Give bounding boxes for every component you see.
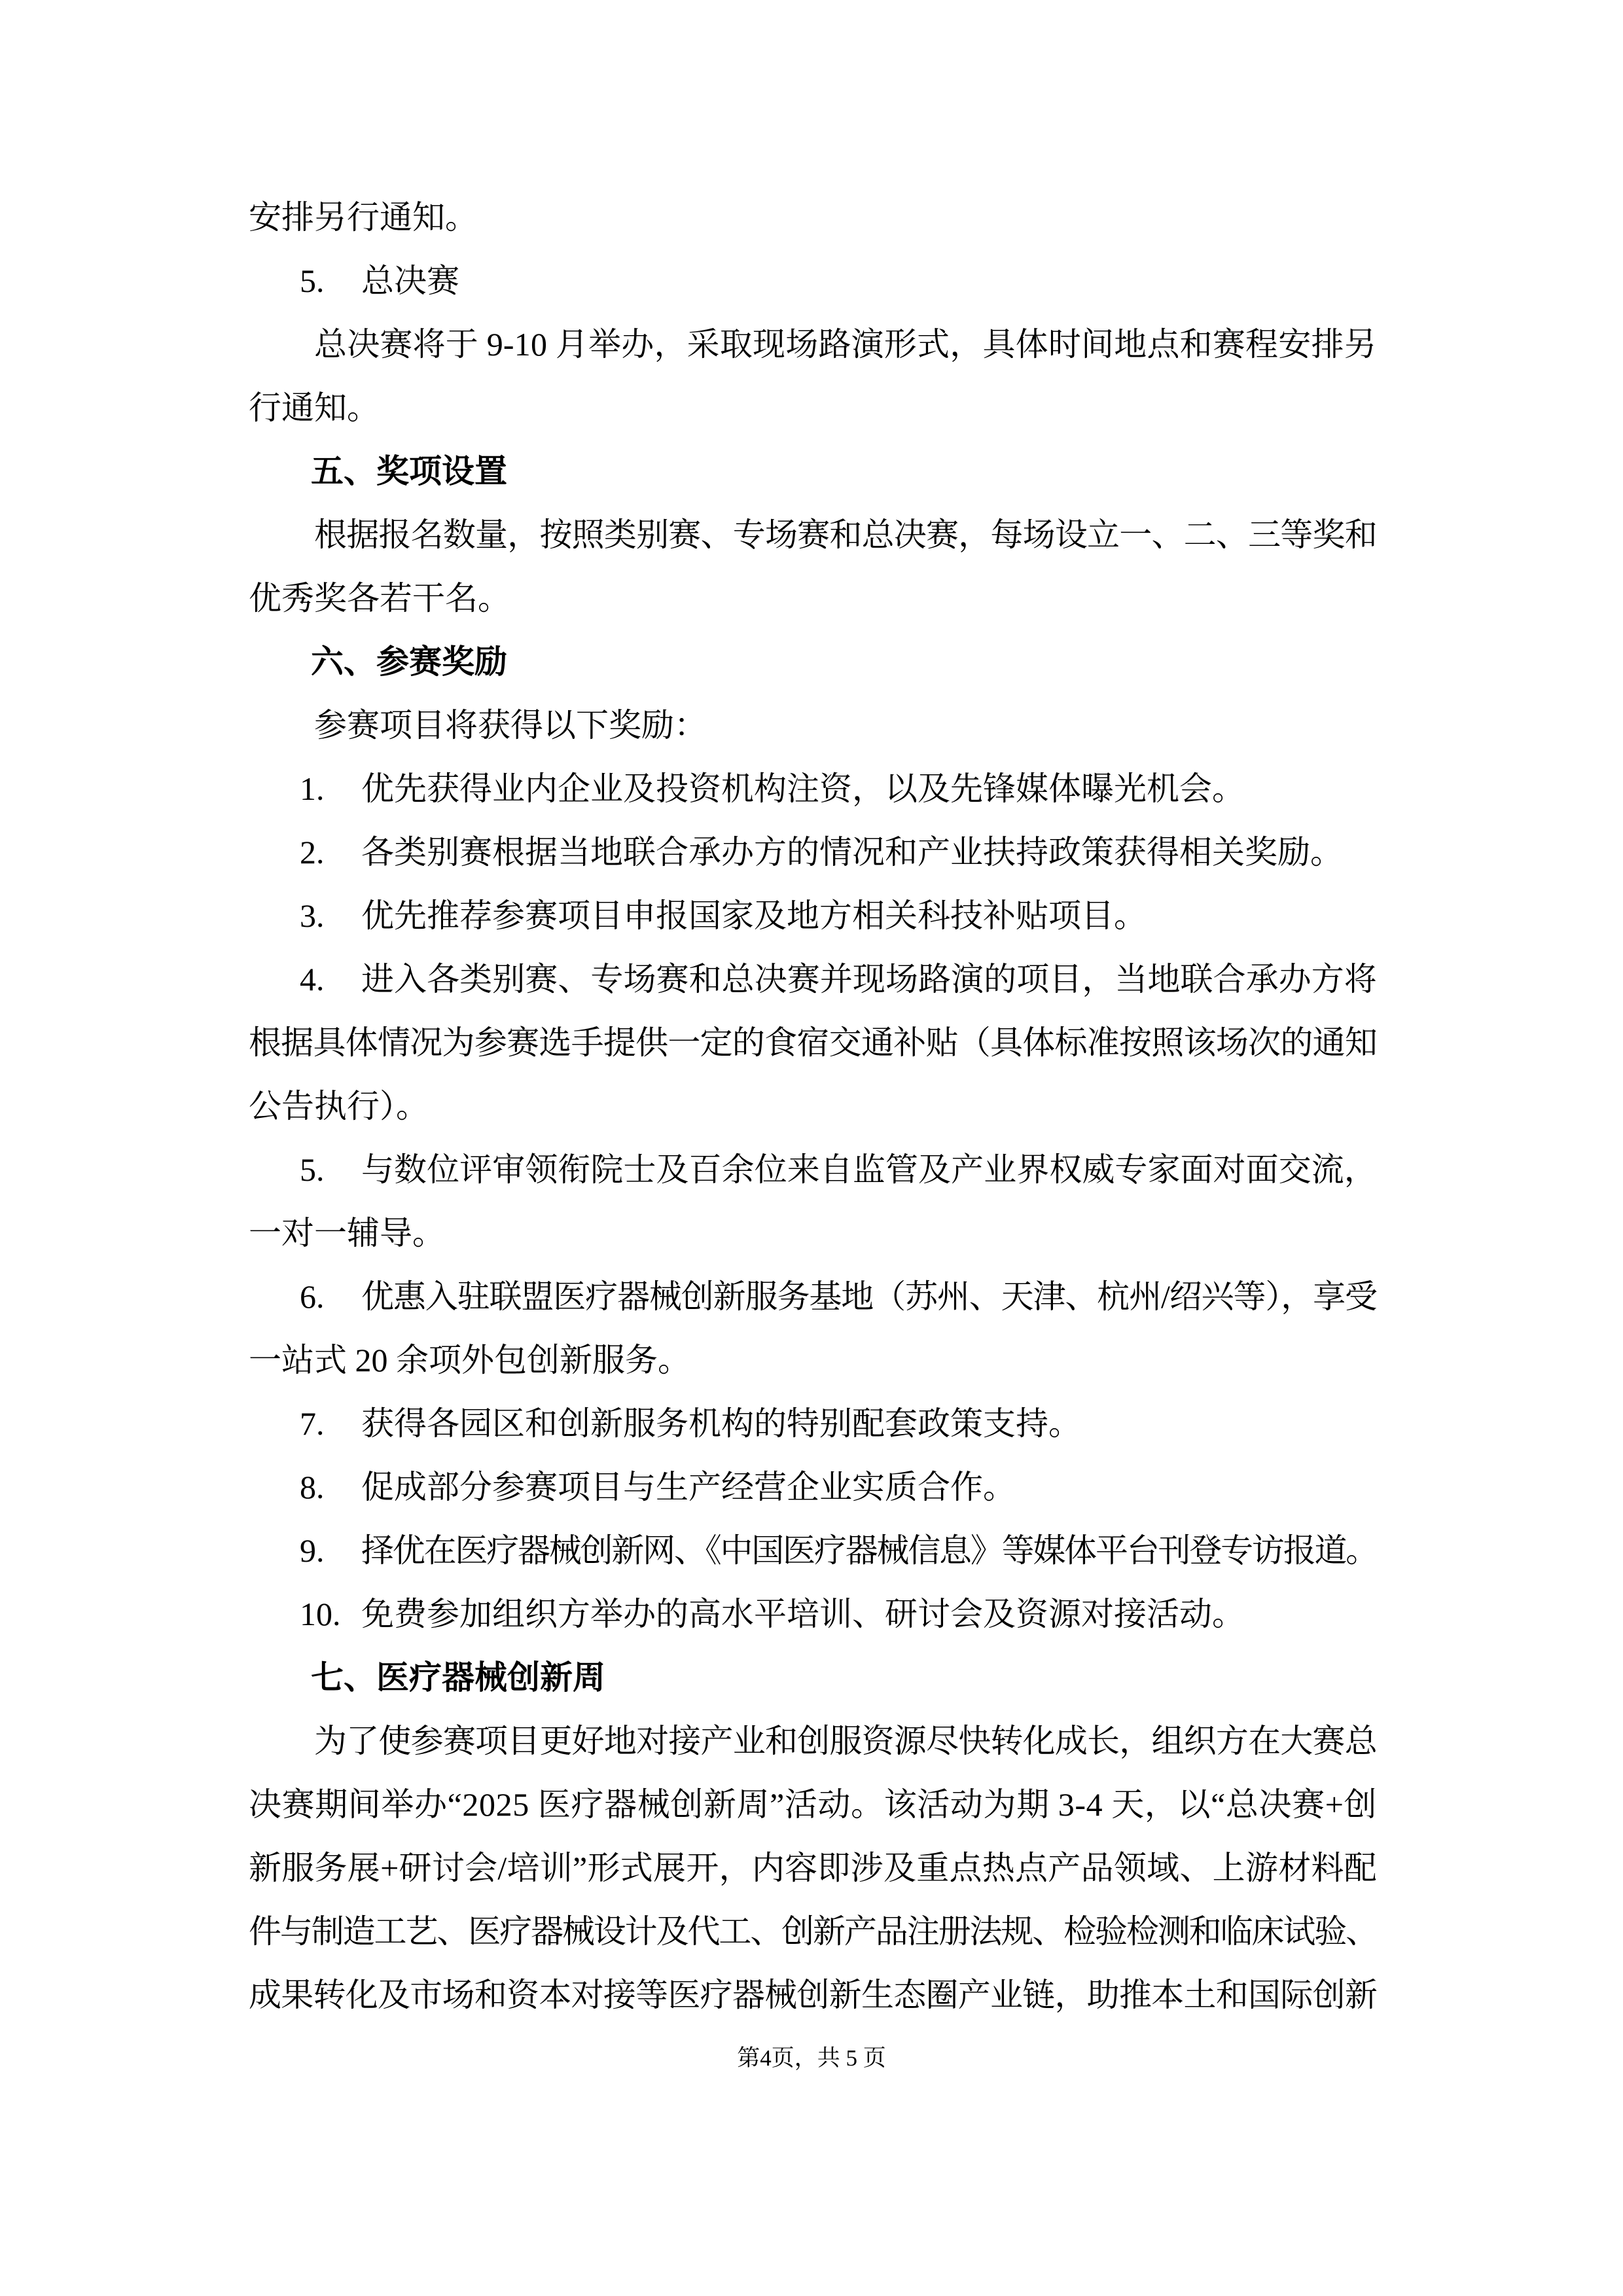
list-item-number: 10. <box>300 1596 341 1632</box>
list-item-number: 7. <box>300 1405 325 1442</box>
text-line <box>249 1202 1377 1265</box>
list-item-number: 1. <box>300 770 325 807</box>
list-item <box>249 821 1377 884</box>
text-line <box>249 1075 1377 1138</box>
document-body <box>249 186 1377 2027</box>
line-text: 获得各园区和创新服务机构的特别配套政策支持。 <box>361 1405 1081 1442</box>
line-text: 一对一辅导。 <box>249 1215 445 1251</box>
line-text: 五、奖项设置 <box>311 453 507 490</box>
line-text: 优先推荐参赛项目申报国家及地方相关科技补贴项目。 <box>361 897 1147 934</box>
line-text: 一站式 20 余项外包创新服务。 <box>249 1342 690 1378</box>
line-text: 根据报名数量，按照类别赛、专场赛和总决赛，每场设立一、二、三等奖和 <box>314 516 1377 553</box>
line-text: 择优在医疗器械创新网、《中国医疗器械信息》等媒体平台刊登专访报道。 <box>361 1532 1378 1569</box>
list-item <box>249 1138 1377 1202</box>
line-text: 行通知。 <box>249 389 380 426</box>
line-text: 免费参加组织方举办的高水平培训、研讨会及资源对接活动。 <box>361 1596 1245 1632</box>
list-item-number: 5. <box>300 1151 325 1188</box>
list-item <box>249 249 1377 313</box>
list-item <box>249 757 1377 821</box>
line-text: 六、参赛奖励 <box>311 643 507 680</box>
list-item <box>249 1519 1377 1583</box>
line-text: 进入各类别赛、专场赛和总决赛并现场路演的项目，当地联合承办方将 <box>361 961 1377 997</box>
text-line <box>249 567 1377 630</box>
line-text: 安排另行通知。 <box>249 199 478 236</box>
line-text: 促成部分参赛项目与生产经营企业实质合作。 <box>361 1469 1016 1505</box>
text-line <box>249 1900 1377 1964</box>
list-item-number: 2. <box>300 834 325 870</box>
list-item <box>249 884 1377 948</box>
text-line <box>249 1329 1377 1392</box>
text-line <box>249 1837 1377 1900</box>
list-item-number: 8. <box>300 1469 325 1505</box>
line-text: 件与制造工艺、医疗器械设计及代工、创新产品注册法规、检验检测和临床试验、 <box>249 1913 1378 1950</box>
line-text: 优惠入驻联盟医疗器械创新服务基地（苏州、天津、杭州/绍兴等），享受 <box>361 1278 1377 1315</box>
line-text: 优先获得业内企业及投资机构注资，以及先锋媒体曝光机会。 <box>361 770 1245 807</box>
section-heading <box>249 440 1377 503</box>
page-footer <box>0 2045 1623 2072</box>
text-line <box>249 694 1377 757</box>
line-text: 总决赛将于 9-10 月举办，采取现场路演形式，具体时间地点和赛程安排另 <box>314 326 1377 363</box>
text-line <box>249 503 1377 567</box>
line-text: 各类别赛根据当地联合承办方的情况和产业扶持政策获得相关奖励。 <box>361 834 1343 870</box>
list-item-number: 6. <box>300 1278 325 1315</box>
list-item-number: 4. <box>300 961 325 997</box>
line-text: 决赛期间举办“2025 医疗器械创新周”活动。该活动为期 3-4 天，以“总决赛+创 <box>249 1786 1378 1823</box>
page-number-text: 第4页，共 5 页 <box>737 2045 886 2071</box>
text-line <box>249 1011 1377 1075</box>
line-text: 优秀奖各若干名。 <box>249 580 510 617</box>
line-text: 新服务展+研讨会/培训”形式展开，内容即涉及重点热点产品领域、上游材料配 <box>249 1850 1378 1886</box>
text-line <box>249 186 1377 249</box>
section-heading <box>249 630 1377 694</box>
list-item <box>249 948 1377 1011</box>
text-line <box>249 376 1377 440</box>
line-text: 为了使参赛项目更好地对接产业和创服资源尽快转化成长，组织方在大赛总 <box>314 1723 1377 1759</box>
list-item <box>249 1583 1377 1646</box>
line-text: 公告执行）。 <box>249 1088 429 1124</box>
text-line <box>249 1710 1377 1773</box>
list-item-number: 3. <box>300 897 325 934</box>
text-line <box>249 1773 1377 1837</box>
list-item-number: 9. <box>300 1532 325 1569</box>
line-text: 七、医疗器械创新周 <box>311 1659 605 1696</box>
line-text: 根据具体情况为参赛选手提供一定的食宿交通补贴（具体标准按照该场次的通知 <box>249 1024 1378 1061</box>
line-text: 参赛项目将获得以下奖励： <box>314 707 707 744</box>
text-line <box>249 313 1377 376</box>
line-text: 总决赛 <box>361 262 459 299</box>
list-item <box>249 1392 1377 1456</box>
line-text: 成果转化及市场和资本对接等医疗器械创新生态圈产业链，助推本土和国际创新 <box>249 1977 1378 2013</box>
line-text: 与数位评审领衔院士及百余位来自监管及产业界权威专家面对面交流， <box>361 1151 1377 1188</box>
list-item <box>249 1456 1377 1519</box>
list-item <box>249 1265 1377 1329</box>
section-heading <box>249 1646 1377 1710</box>
text-line <box>249 1964 1377 2027</box>
list-item-number: 5. <box>300 262 325 299</box>
